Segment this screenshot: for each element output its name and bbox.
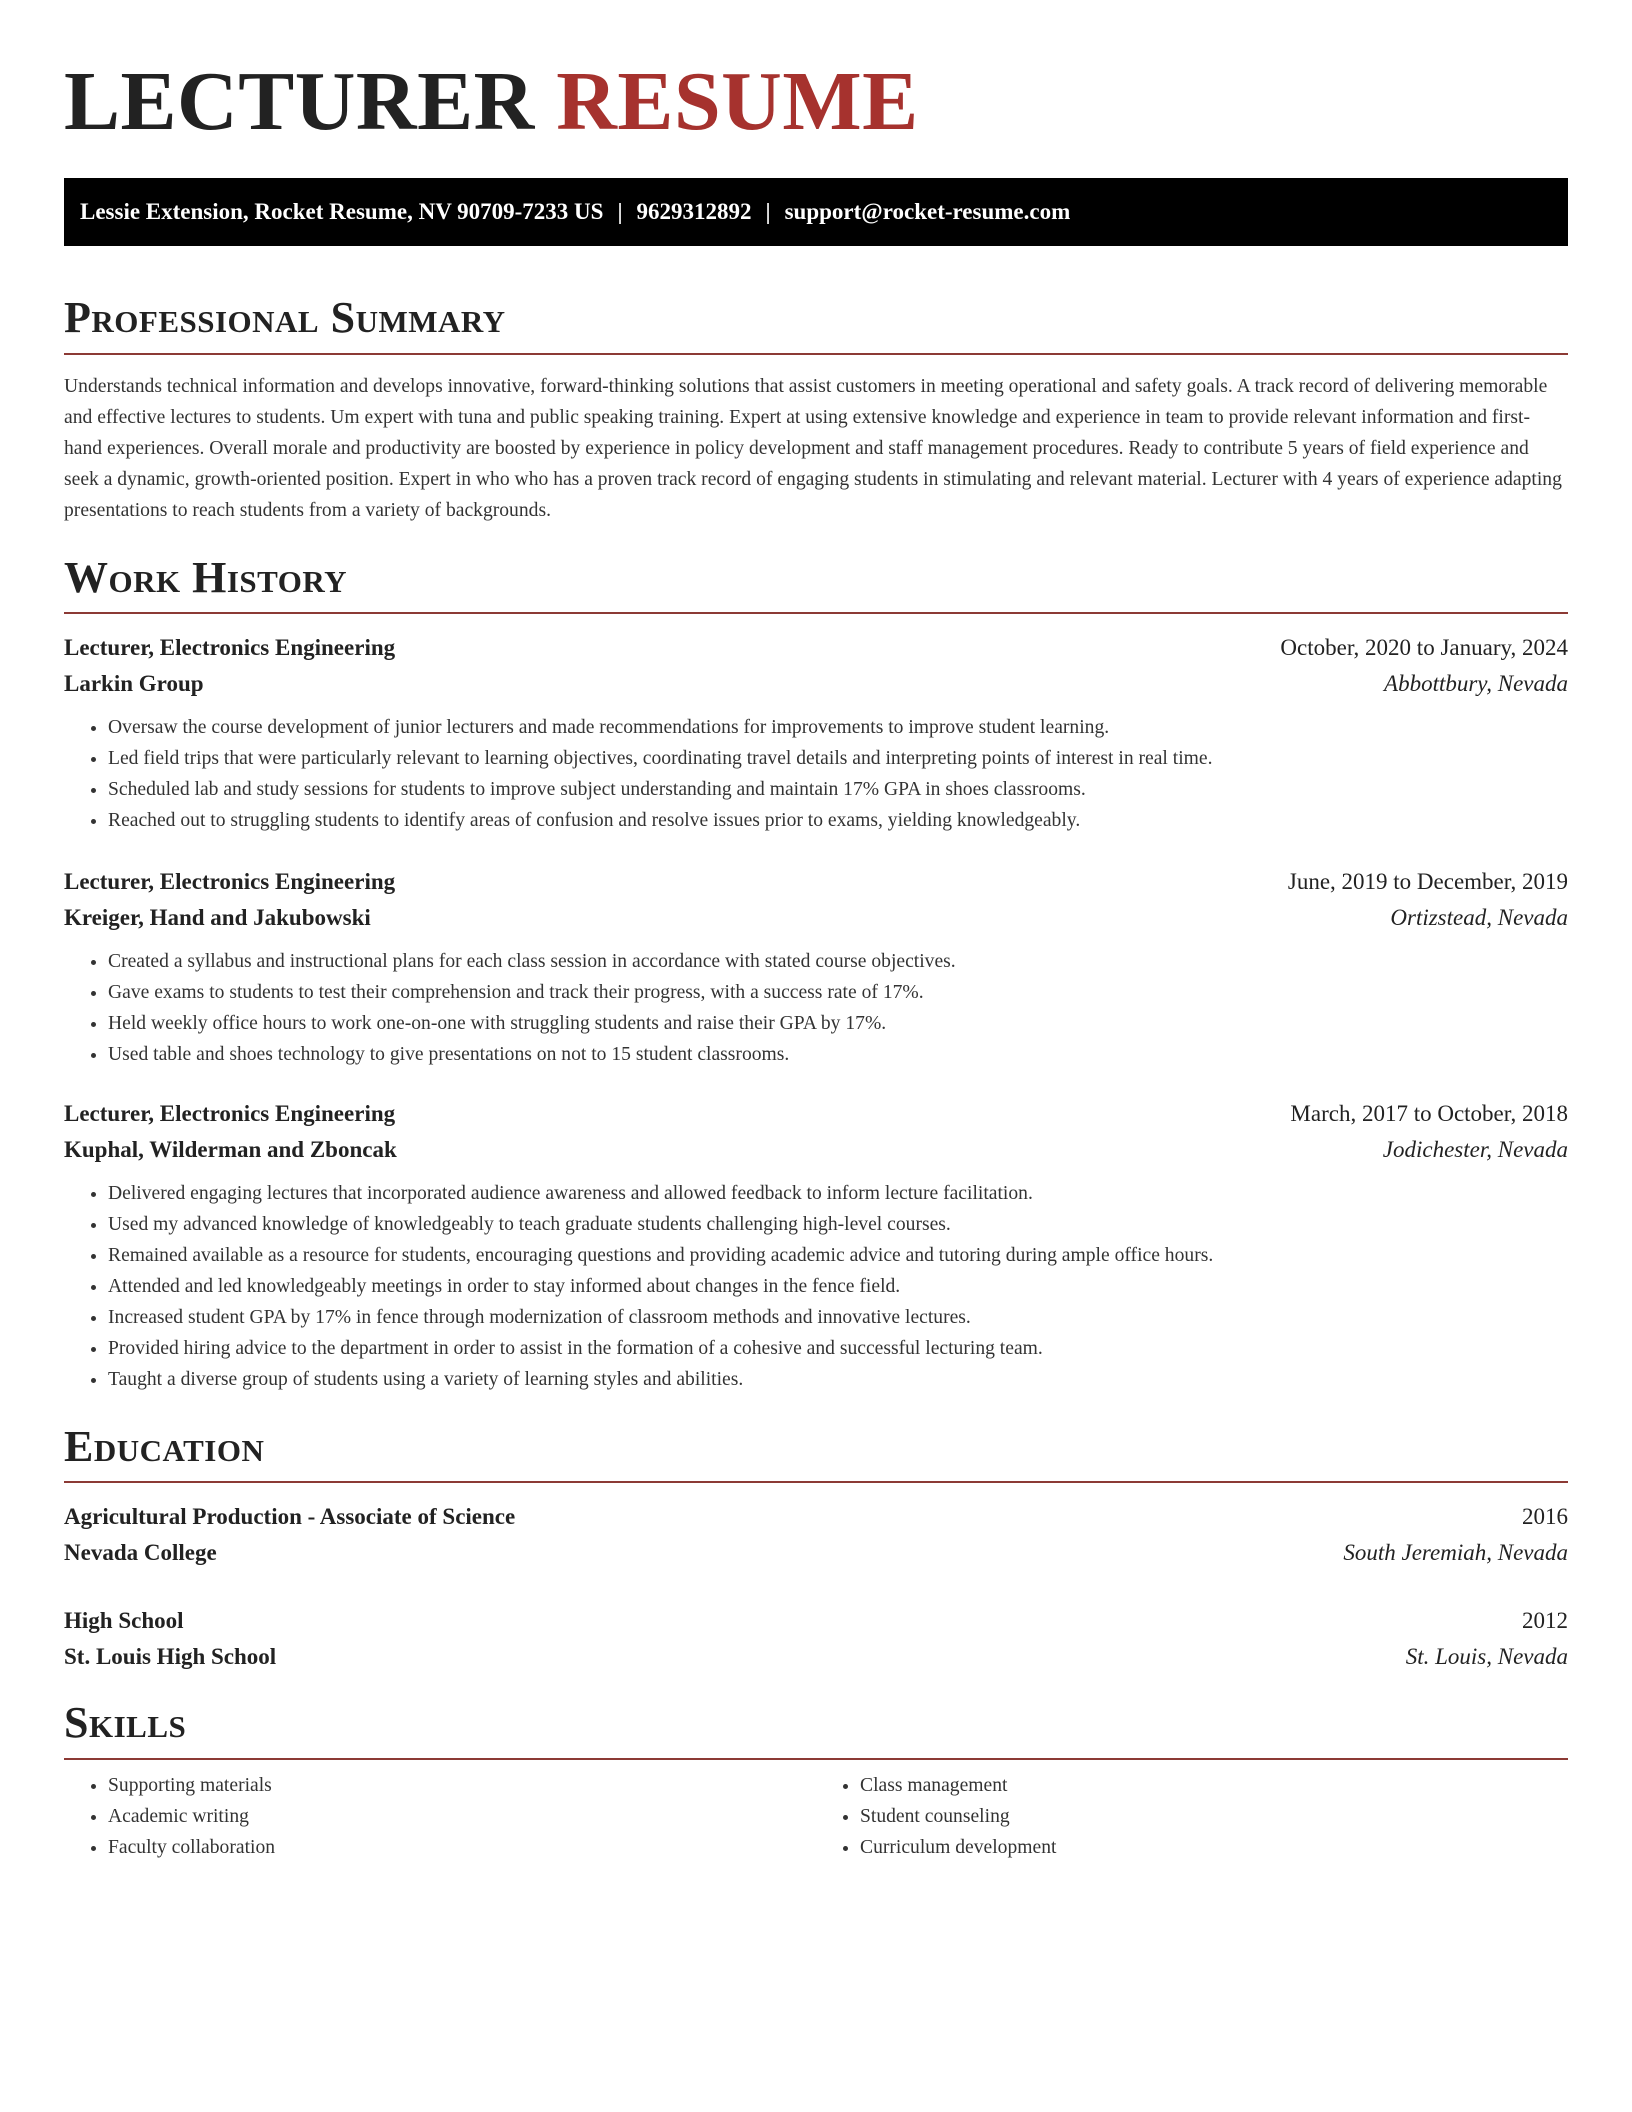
contact-separator: | [765,199,771,225]
education-school-row [64,1535,1568,1571]
education-header-row [64,1499,1568,1535]
skill-item: • Student counseling [860,1801,1568,1832]
contact-address: Lessie Extension, Rocket Resume, NV 90709-7233 US [80,199,604,225]
skills-list-right [816,1770,1568,1863]
job-entry [64,1096,1568,1395]
education-year: 2012 [1522,1608,1568,1634]
skill-item: • Class management [860,1770,1568,1801]
summary-text: Understands technical information and develops innovative, forward-thinking solutions that assist customers in meeting operational and safety goals. A track record of delivering memorable and effective lectures to students. Um expert with tuna and public speaking training. Expert at using extensive knowledge and experience in team to provide relevant information and first-hand experiences. Overall morale and productivity are boosted by experience in policy development and staff management procedures. Ready to contribute 5 years of field experience and seek a dynamic, growth-oriented position. Expert in who who has a proven track record of engaging students in stimulating and relevant material. Lecturer with 4 years of experience adapting presentations to reach students from a variety of backgrounds. [64,375,1562,521]
job-header-row [64,630,1568,666]
skill-item: • Curriculum development [860,1832,1568,1863]
skill-item: • Academic writing [108,1801,816,1832]
education-entry [64,1499,1568,1571]
title-main: LECTURER [64,55,535,148]
list-item: • Attended and led knowledgeably meetings in order to stay informed about changes in the fence field. [108,1271,1568,1302]
job-bullets [64,946,1568,1070]
job-bullets [64,712,1568,836]
job-company-row [64,1132,1568,1168]
education-school-row [64,1639,1568,1675]
job-title: Lecturer, Electronics Engineering [64,1100,396,1126]
resume-title [64,55,1568,148]
section-heading-education: Education [64,1423,1568,1483]
job-location: Ortizstead, Nevada [1390,904,1568,930]
list-item: • Oversaw the course development of junior lecturers and made recommendations for improvements to improve student learning. [108,712,1568,743]
job-header-row [64,864,1568,900]
job-dates: October, 2020 to January, 2024 [1280,634,1568,660]
job-company-row [64,666,1568,702]
job-company-row [64,900,1568,936]
list-item: • Led field trips that were particularly relevant to learning objectives, coordinating travel details and interpreting points of interest in real time. [108,743,1568,774]
list-item: • Held weekly office hours to work one-on-one with struggling students and raise their GPA by 17%. [108,1008,1568,1039]
list-item: • Taught a diverse group of students using a variety of learning styles and abilities. [108,1364,1568,1395]
education-school: St. Louis High School [64,1644,277,1670]
skill-item: • Supporting materials [108,1770,816,1801]
skills-section [64,1699,1568,1862]
education-year: 2016 [1522,1504,1568,1530]
job-title: Lecturer, Electronics Engineering [64,634,396,660]
job-header-row [64,1096,1568,1132]
contact-bar [64,178,1568,246]
list-item: • Reached out to struggling students to identify areas of confusion and resolve issues prior to exams, yielding knowledgeably. [108,805,1568,836]
job-bullets [64,1178,1568,1395]
job-entry [64,630,1568,836]
education-location: St. Louis, Nevada [1405,1644,1568,1670]
summary-section [64,294,1568,525]
contact-separator: | [617,199,623,225]
section-heading-work: Work History [64,554,1568,614]
list-item: • Scheduled lab and study sessions for students to improve subject understanding and maintain 17% GPA in shoes classrooms. [108,774,1568,805]
education-location: South Jeremiah, Nevada [1343,1540,1568,1566]
education-section [64,1423,1568,1675]
list-item: • Gave exams to students to test their comprehension and track their progress, with a success rate of 17%. [108,977,1568,1008]
education-entry [64,1603,1568,1675]
contact-phone: 9629312892 [636,199,752,225]
job-location: Jodichester, Nevada [1382,1136,1568,1162]
job-dates: March, 2017 to October, 2018 [1290,1100,1568,1126]
job-company: Kreiger, Hand and Jakubowski [64,904,371,930]
education-degree: High School [64,1608,184,1634]
job-entry [64,864,1568,1070]
work-section [64,554,1568,1395]
skills-list-left [64,1770,816,1863]
job-dates: June, 2019 to December, 2019 [1287,868,1568,894]
list-item: • Used my advanced knowledge of knowledgeably to teach graduate students challenging high-level courses. [108,1209,1568,1240]
list-item: • Increased student GPA by 17% in fence through modernization of classroom methods and innovative lectures. [108,1302,1568,1333]
job-location: Abbottbury, Nevada [1384,670,1568,696]
section-heading-skills: Skills [64,1699,1568,1759]
list-item: • Used table and shoes technology to give presentations on not to 15 student classrooms. [108,1039,1568,1070]
title-accent: RESUME [556,55,919,148]
contact-email: support@rocket-resume.com [784,199,1071,225]
job-company: Larkin Group [64,670,204,696]
list-item: • Remained available as a resource for students, encouraging questions and providing academic advice and tutoring during ample office hours. [108,1240,1568,1271]
skills-grid [64,1770,1568,1863]
resume-page [64,0,1568,1863]
list-item: • Created a syllabus and instructional plans for each class session in accordance with stated course objectives. [108,946,1568,977]
job-title: Lecturer, Electronics Engineering [64,868,396,894]
education-school: Nevada College [64,1540,217,1566]
education-header-row [64,1603,1568,1639]
job-company: Kuphal, Wilderman and Zboncak [64,1136,397,1162]
section-heading-summary: Professional Summary [64,294,1568,354]
list-item: • Provided hiring advice to the department in order to assist in the formation of a cohesive and successful lecturing team. [108,1333,1568,1364]
skill-item: • Faculty collaboration [108,1832,816,1863]
education-degree: Agricultural Production - Associate of Science [64,1504,516,1530]
list-item: • Delivered engaging lectures that incorporated audience awareness and allowed feedback to inform lecture facilitation. [108,1178,1568,1209]
